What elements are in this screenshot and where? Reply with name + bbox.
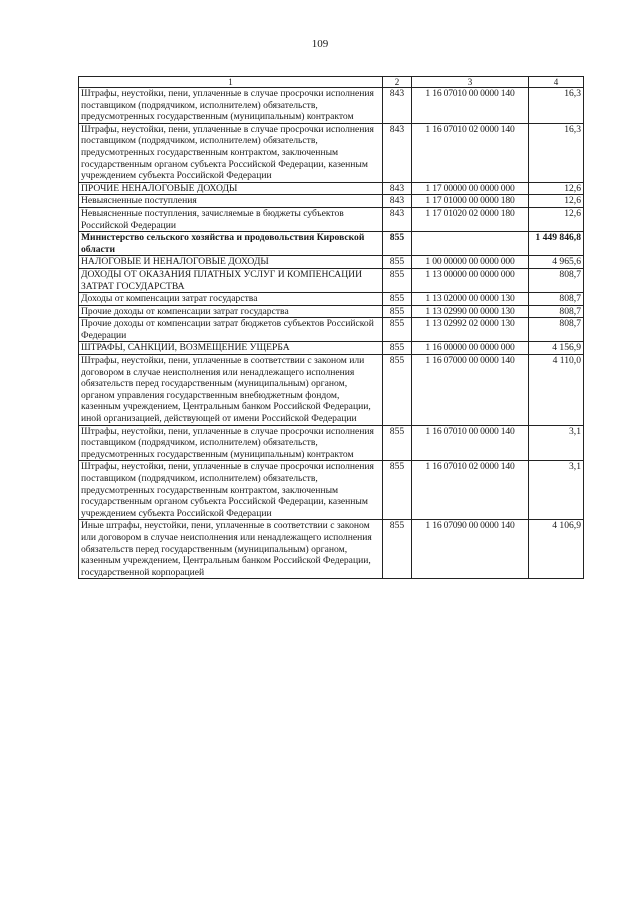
row-admin-code-cell: 855 bbox=[383, 268, 412, 292]
row-budget-code-cell: 1 16 07010 02 0000 140 bbox=[412, 461, 529, 520]
row-amount-cell: 4 156,9 bbox=[529, 342, 584, 355]
row-amount-cell: 4 965,6 bbox=[529, 256, 584, 269]
row-budget-code-cell: 1 16 07010 00 0000 140 bbox=[412, 88, 529, 124]
row-amount-cell: 808,7 bbox=[529, 268, 584, 292]
row-amount-cell: 1 449 846,8 bbox=[529, 232, 584, 256]
row-admin-code-cell: 855 bbox=[383, 342, 412, 355]
row-budget-code-cell: 1 13 00000 00 0000 000 bbox=[412, 268, 529, 292]
row-budget-code-cell: 1 00 00000 00 0000 000 bbox=[412, 256, 529, 269]
row-budget-code-cell: 1 17 01000 00 0000 180 bbox=[412, 195, 529, 208]
row-amount-cell: 4 110,0 bbox=[529, 355, 584, 426]
row-amount-cell: 3,1 bbox=[529, 461, 584, 520]
row-name-cell: НАЛОГОВЫЕ И НЕНАЛОГОВЫЕ ДОХОДЫ bbox=[79, 256, 383, 269]
row-budget-code-cell: 1 13 02992 02 0000 130 bbox=[412, 318, 529, 342]
row-amount-cell: 808,7 bbox=[529, 293, 584, 306]
row-admin-code-cell: 855 bbox=[383, 355, 412, 426]
row-name-cell: ШТРАФЫ, САНКЦИИ, ВОЗМЕЩЕНИЕ УЩЕРБА bbox=[79, 342, 383, 355]
row-budget-code-cell: 1 17 00000 00 0000 000 bbox=[412, 182, 529, 195]
row-name-cell: Министерство сельского хозяйства и продовольствия Кировской области bbox=[79, 232, 383, 256]
row-name-cell: Штрафы, неустойки, пени, уплаченные в случае просрочки исполнения поставщиком (подрядчиком, исполнителем) обязательств, предусмотренных государственным контрактом, заключенным государственным органом субъекта Российской Федерации, казенным учреждением субъекта Российской Федерации bbox=[79, 123, 383, 182]
row-budget-code-cell: 1 16 00000 00 0000 000 bbox=[412, 342, 529, 355]
page-number: 109 bbox=[311, 38, 329, 50]
row-admin-code-cell: 843 bbox=[383, 88, 412, 124]
row-budget-code-cell: 1 16 07010 00 0000 140 bbox=[412, 425, 529, 461]
row-name-cell: Прочие доходы от компенсации затрат государства bbox=[79, 305, 383, 318]
column-header: 1 bbox=[79, 77, 383, 88]
table-row bbox=[79, 305, 584, 318]
row-name-cell: Невыясненные поступления bbox=[79, 195, 383, 208]
row-name-cell: Штрафы, неустойки, пени, уплаченные в соответствии с законом или договором в случае неисполнения или ненадлежащего исполнения обязательств перед государственным (муниципальным) органом, органом управления государственным внебюджетным фондом, казенным учреждением, Центральным банком Российской Федерации, иной организацией, действующей от имени Российской Федерации bbox=[79, 355, 383, 426]
row-amount-cell: 808,7 bbox=[529, 305, 584, 318]
row-amount-cell: 12,6 bbox=[529, 207, 584, 231]
row-name-cell: Доходы от компенсации затрат государства bbox=[79, 293, 383, 306]
column-header: 3 bbox=[412, 77, 529, 88]
table-row bbox=[79, 342, 584, 355]
row-amount-cell: 808,7 bbox=[529, 318, 584, 342]
row-name-cell: ПРОЧИЕ НЕНАЛОГОВЫЕ ДОХОДЫ bbox=[79, 182, 383, 195]
row-budget-code-cell: 1 13 02000 00 0000 130 bbox=[412, 293, 529, 306]
row-amount-cell: 3,1 bbox=[529, 425, 584, 461]
row-budget-code-cell: 1 16 07000 00 0000 140 bbox=[412, 355, 529, 426]
row-name-cell: Штрафы, неустойки, пени, уплаченные в случае просрочки исполнения поставщиком (подрядчиком, исполнителем) обязательств, предусмотренных государственным контрактом, заключенным государственным органом субъекта Российской Федерации, казенным учреждением субъекта Российской Федерации bbox=[79, 461, 383, 520]
row-budget-code-cell: 1 16 07090 00 0000 140 bbox=[412, 520, 529, 579]
table-row bbox=[79, 195, 584, 208]
table-row bbox=[79, 461, 584, 520]
row-amount-cell: 16,3 bbox=[529, 88, 584, 124]
table-row bbox=[79, 520, 584, 579]
row-admin-code-cell: 855 bbox=[383, 318, 412, 342]
row-name-cell: Невыясненные поступления, зачисляемые в бюджеты субъектов Российской Федерации bbox=[79, 207, 383, 231]
table-row bbox=[79, 425, 584, 461]
table-body bbox=[79, 88, 584, 579]
row-amount-cell: 12,6 bbox=[529, 182, 584, 195]
row-admin-code-cell: 843 bbox=[383, 123, 412, 182]
row-budget-code-cell bbox=[412, 232, 529, 256]
table-row bbox=[79, 182, 584, 195]
table-header-row bbox=[79, 77, 584, 88]
table-row bbox=[79, 293, 584, 306]
revenue-table bbox=[78, 76, 584, 579]
row-name-cell: ДОХОДЫ ОТ ОКАЗАНИЯ ПЛАТНЫХ УСЛУГ И КОМПЕНСАЦИИ ЗАТРАТ ГОСУДАРСТВА bbox=[79, 268, 383, 292]
table-row bbox=[79, 123, 584, 182]
row-name-cell: Иные штрафы, неустойки, пени, уплаченные в соответствии с законом или договором в случае неисполнения или ненадлежащего исполнения обязательств перед государственным (муниципальным) органом, казенным учреждением, Центральным банком Российской Федерации, государственной корпорацией bbox=[79, 520, 383, 579]
row-budget-code-cell: 1 16 07010 02 0000 140 bbox=[412, 123, 529, 182]
row-admin-code-cell: 855 bbox=[383, 520, 412, 579]
row-admin-code-cell: 843 bbox=[383, 195, 412, 208]
row-admin-code-cell: 855 bbox=[383, 232, 412, 256]
row-amount-cell: 4 106,9 bbox=[529, 520, 584, 579]
table-row bbox=[79, 355, 584, 426]
table-row bbox=[79, 256, 584, 269]
table-row bbox=[79, 232, 584, 256]
table-row bbox=[79, 88, 584, 124]
row-budget-code-cell: 1 13 02990 00 0000 130 bbox=[412, 305, 529, 318]
row-admin-code-cell: 843 bbox=[383, 182, 412, 195]
row-budget-code-cell: 1 17 01020 02 0000 180 bbox=[412, 207, 529, 231]
row-amount-cell: 16,3 bbox=[529, 123, 584, 182]
row-name-cell: Штрафы, неустойки, пени, уплаченные в случае просрочки исполнения поставщиком (подрядчиком, исполнителем) обязательств, предусмотренных государственным (муниципальным) контрактом bbox=[79, 425, 383, 461]
row-name-cell: Штрафы, неустойки, пени, уплаченные в случае просрочки исполнения поставщиком (подрядчиком, исполнителем) обязательств, предусмотренных государственным (муниципальным) контрактом bbox=[79, 88, 383, 124]
table-row bbox=[79, 318, 584, 342]
column-header: 2 bbox=[383, 77, 412, 88]
row-admin-code-cell: 855 bbox=[383, 425, 412, 461]
row-admin-code-cell: 855 bbox=[383, 461, 412, 520]
row-admin-code-cell: 843 bbox=[383, 207, 412, 231]
row-amount-cell: 12,6 bbox=[529, 195, 584, 208]
table-row bbox=[79, 268, 584, 292]
row-admin-code-cell: 855 bbox=[383, 305, 412, 318]
row-admin-code-cell: 855 bbox=[383, 293, 412, 306]
row-name-cell: Прочие доходы от компенсации затрат бюджетов субъектов Российской Федерации bbox=[79, 318, 383, 342]
row-admin-code-cell: 855 bbox=[383, 256, 412, 269]
table-row bbox=[79, 207, 584, 231]
column-header: 4 bbox=[529, 77, 584, 88]
